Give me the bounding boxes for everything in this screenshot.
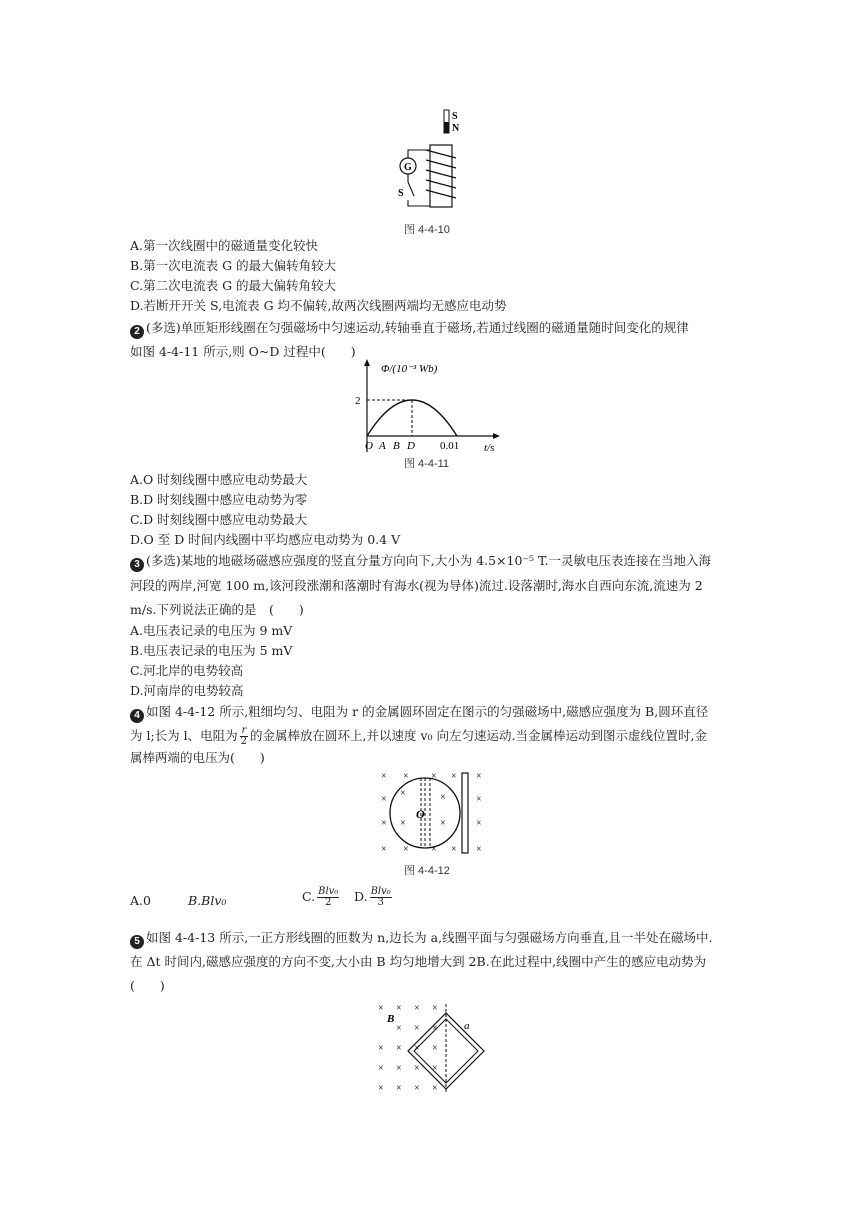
field-cross-mark: ×	[432, 1003, 438, 1014]
question-3-line-2: 河段的两岸,河宽 100 m,该河段涨潮和落潮时有海水(视为导体)流过.设落潮时,海水自西向东流,流速为 2	[130, 578, 703, 593]
field-cross-mark: ×	[414, 1083, 420, 1094]
question-number: 5	[130, 935, 144, 949]
x-tick-o: O	[365, 440, 373, 452]
option-a: A.第一次线圈中的磁通量变化较快	[130, 238, 319, 253]
field-cross-mark: ×	[451, 844, 457, 855]
option-a: A.电压表记录的电压为 9 mV	[130, 623, 293, 638]
field-cross-mark: ×	[476, 771, 482, 782]
field-label-b: B	[387, 1013, 395, 1025]
magnet-s-label: S	[452, 111, 458, 122]
field-cross-mark: ×	[476, 844, 482, 855]
question-4-line-3: 属棒两端的电压为( )	[130, 750, 265, 765]
fraction-numerator: Blv₀	[318, 886, 339, 897]
question-text: 如图 4-4-13 所示,一正方形线圈的匝数为 n,边长为 a,线圈平面与匀强磁场方向垂直,且一半处在磁场中.	[146, 930, 713, 945]
field-cross-mark: ×	[414, 1003, 420, 1014]
x-tick-b: B	[393, 440, 400, 452]
field-cross-mark: ×	[403, 771, 409, 782]
option-d: D.O 至 D 时间内线圈中平均感应电动势为 0.4 V	[130, 532, 401, 547]
field-cross-mark: ×	[400, 818, 406, 829]
magnet-n-label: N	[452, 123, 460, 134]
figure-caption: 图 4-4-11	[404, 458, 450, 470]
field-cross-mark: ×	[378, 1083, 384, 1094]
field-cross-mark: ×	[381, 794, 387, 805]
question-number: 3	[130, 558, 144, 572]
fraction-numerator: r	[241, 725, 247, 736]
field-cross-mark: ×	[432, 1043, 438, 1054]
field-cross-mark: ×	[378, 1043, 384, 1054]
option-b: B.第一次电流表 G 的最大偏转角较大	[130, 258, 337, 273]
side-label-a: a	[464, 1020, 470, 1032]
field-cross-mark: ×	[431, 771, 437, 782]
switch-label: S	[398, 188, 404, 199]
x-axis-label: t/s	[484, 442, 495, 454]
y-axis-label: Φ/(10⁻³ Wb)	[381, 363, 438, 375]
question-text-part-a: 为 l;长为 l、电阻为	[130, 728, 238, 743]
option-c: C.D 时刻线圈中感应电动势最大	[130, 512, 308, 527]
option-d: D.若断开开关 S,电流表 G 均不偏转,故两次线圈两端均无感应电动势	[130, 298, 507, 313]
field-cross-mark: ×	[432, 1063, 438, 1074]
ring-center-label: O	[416, 807, 425, 821]
field-cross-mark: ×	[396, 1003, 402, 1014]
field-cross-mark: ×	[476, 794, 482, 805]
fraction-numerator: Blv₀	[370, 886, 391, 897]
galvanometer-label: G	[404, 162, 412, 173]
field-cross-mark: ×	[381, 844, 387, 855]
option-b: B.电压表记录的电压为 5 mV	[130, 643, 293, 658]
field-cross-mark: ×	[440, 792, 446, 803]
fraction-denominator: 2	[325, 897, 332, 908]
question-number: 4	[130, 709, 144, 723]
field-cross-mark: ×	[396, 1063, 402, 1074]
field-cross-mark: ×	[403, 844, 409, 855]
figure-caption: 图 4-4-12	[404, 865, 450, 877]
question-text: (多选)单匝矩形线圈在匀强磁场中匀速运动,转轴垂直于磁场,若通过线圈的磁通量随时间变化的规律	[146, 320, 689, 335]
option-b: B.Blv₀	[188, 893, 227, 908]
field-cross-mark: ×	[440, 818, 446, 829]
field-cross-mark: ×	[414, 1063, 420, 1074]
field-cross-mark: ×	[396, 1023, 402, 1034]
field-cross-mark: ×	[400, 788, 406, 799]
question-text: (多选)某地的地磁场磁感应强度的竖直分量方向向下,大小为 4.5×10⁻⁵ T.一灵敏电压表连接在当地入海	[146, 553, 712, 568]
y-tick-2: 2	[355, 395, 361, 407]
option-d-prefix: D.	[354, 889, 368, 904]
fraction-denominator: 3	[377, 897, 384, 908]
field-cross-mark: ×	[432, 1083, 438, 1094]
x-tick-a: A	[379, 440, 386, 452]
question-text-part-b: 的金属棒放在圆环上,并以速度 v₀ 向左匀速运动.当金属棒运动到图示虚线位置时,金	[250, 728, 707, 743]
field-cross-mark: ×	[381, 818, 387, 829]
option-a: A.O 时刻线圈中感应电动势最大	[130, 472, 308, 487]
question-5-line-2: 在 Δt 时间内,磁感应强度的方向不变,大小由 B 均匀地增大到 2B.在此过程中,线圈中产生的感应电动势为	[130, 954, 707, 969]
field-cross-mark: ×	[431, 844, 437, 855]
option-c: C.第二次电流表 G 的最大偏转角较大	[130, 278, 337, 293]
option-b: B.D 时刻线圈中感应电动势为零	[130, 492, 308, 507]
question-2-line-2: 如图 4-4-11 所示,则 O~D 过程中( )	[130, 344, 356, 359]
fraction-denominator: 2	[240, 736, 248, 747]
field-cross-mark: ×	[476, 818, 482, 829]
field-cross-mark: ×	[396, 1043, 402, 1054]
option-c: C.河北岸的电势较高	[130, 663, 244, 678]
field-cross-mark: ×	[378, 1063, 384, 1074]
question-text: 如图 4-4-12 所示,粗细均匀、电阻为 r 的金属圆环固定在图示的匀强磁场中,磁感应强度为 B,圆环直径	[146, 704, 709, 719]
option-a: A.0	[130, 893, 151, 908]
field-cross-mark: ×	[381, 771, 387, 782]
field-cross-mark: ×	[378, 1003, 384, 1014]
field-cross-mark: ×	[432, 1023, 438, 1034]
question-3-line-3: m/s.下列说法正确的是 ( )	[130, 602, 304, 617]
field-cross-mark: ×	[414, 1023, 420, 1034]
question-number: 2	[130, 325, 144, 339]
field-cross-mark: ×	[414, 1043, 420, 1054]
question-5-line-3: ( )	[130, 978, 165, 993]
field-cross-mark: ×	[396, 1083, 402, 1094]
x-tick-001: 0.01	[440, 440, 460, 452]
x-tick-d: D	[407, 440, 415, 452]
option-d: D.河南岸的电势较高	[130, 683, 244, 698]
figure-caption: 图 4-4-10	[404, 224, 450, 236]
field-cross-mark: ×	[451, 771, 457, 782]
option-c-prefix: C.	[302, 889, 316, 904]
